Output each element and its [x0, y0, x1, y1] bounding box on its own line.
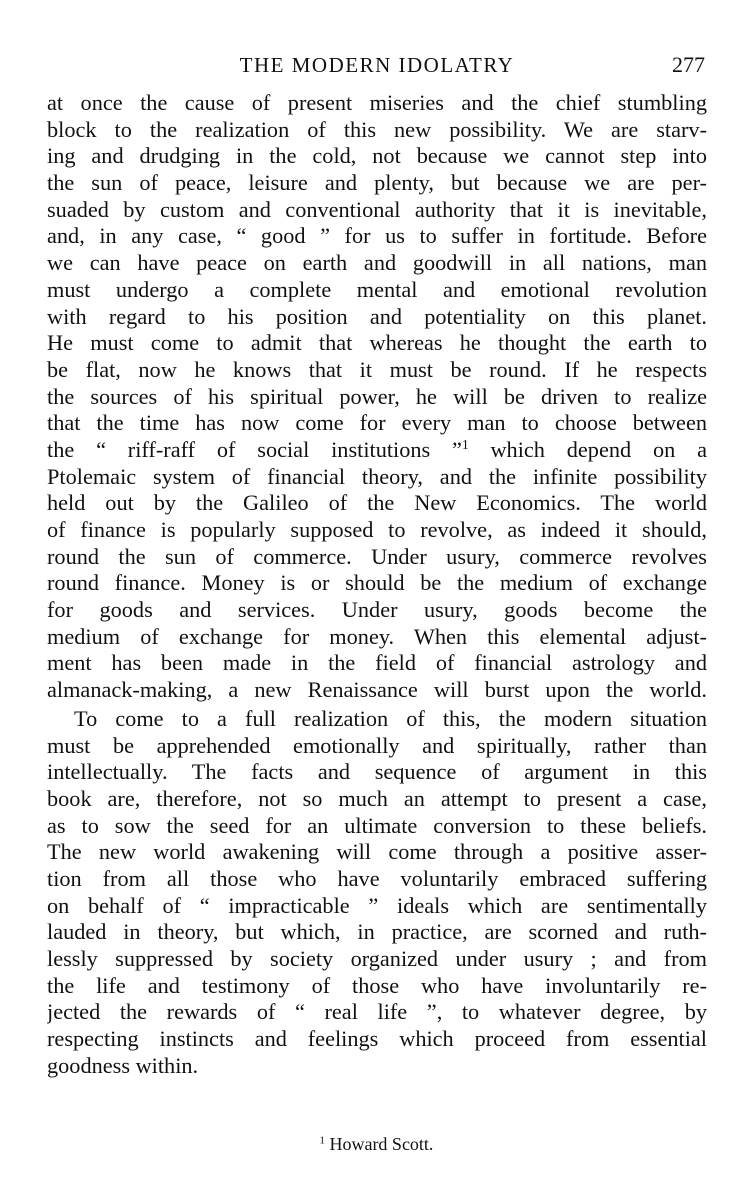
- paragraph-2: [47, 706, 707, 1080]
- line-tail: which depend on a: [468, 436, 707, 462]
- text-line: block to the realization of this new possibility. We are starv-: [47, 116, 707, 142]
- text-line: be flat, now he knows that it must be round. If he respects: [47, 356, 707, 382]
- footnote-reference: 1: [461, 436, 469, 452]
- text-line: the sources of his spiritual power, he will be driven to realize: [47, 383, 707, 409]
- text-line: lauded in theory, but which, in practice, are scorned and ruth-: [47, 919, 707, 945]
- text-line: goodness within.: [47, 1052, 199, 1078]
- text-line-with-footnote-ref: [47, 437, 707, 464]
- text-line: lessly suppressed by society organized under usury ; and from: [47, 946, 707, 971]
- text-line: on behalf of “ impracticable ” ideals which are sentimentally: [47, 892, 707, 918]
- text-line: the life and testimony of those who have involuntarily re-: [47, 972, 707, 998]
- footnote-marker: 1: [319, 1134, 325, 1147]
- text-line: for goods and services. Under usury, goods become the: [47, 597, 707, 623]
- text-line: medium of exchange for money. When this elemental adjust-: [47, 623, 707, 649]
- page-number: 277: [672, 52, 705, 77]
- footnote: [0, 1132, 753, 1156]
- body-text: [47, 90, 707, 1079]
- text-line: ment has been made in the field of financial astrology and: [47, 650, 707, 676]
- text-line: respecting instincts and feelings which proceed from essential: [47, 1026, 707, 1052]
- text-line: suaded by custom and conventional authority that it is inevitable,: [47, 196, 707, 222]
- text-line: must be apprehended emotionally and spiritually, rather than: [47, 732, 707, 758]
- text-line: round the sun of commerce. Under usury, commerce revolves: [47, 543, 707, 569]
- text-line: of finance is popularly supposed to revolve, as indeed it should,: [47, 517, 707, 542]
- running-title: THE MODERN IDOLATRY: [239, 53, 515, 77]
- footnote-text: Howard Scott.: [324, 1134, 434, 1154]
- text-line: Ptolemaic system of financial theory, and the infinite possibility: [47, 463, 707, 489]
- running-header: [47, 50, 707, 84]
- text-line: ing and drudging in the cold, not because we cannot step into: [47, 143, 707, 169]
- text-line: and, in any case, “ good ” for us to suffer in fortitude. Before: [47, 223, 707, 249]
- text-line: with regard to his position and potentiality on this planet.: [47, 303, 707, 329]
- text-line: must undergo a complete mental and emotional revolution: [47, 276, 707, 302]
- text-line: The new world awakening will come through a positive asser-: [47, 839, 707, 865]
- text-line: book are, therefore, not so much an attempt to present a case,: [47, 785, 707, 811]
- text-line: held out by the Galileo of the New Economics. The world: [47, 490, 707, 516]
- text-line: tion from all those who have voluntarily embraced suffering: [47, 865, 707, 891]
- text-line: the sun of peace, leisure and plenty, but because we are per-: [47, 170, 707, 196]
- text-line: He must come to admit that whereas he thought the earth to: [47, 330, 707, 356]
- text-line: round finance. Money is or should be the medium of exchange: [47, 570, 707, 596]
- text-line: jected the rewards of “ real life ”, to whatever degree, by: [47, 999, 707, 1025]
- text-line: To come to a full realization of this, the modern situation: [74, 705, 707, 731]
- paragraph-1: [47, 90, 707, 704]
- text-line: almanack-making, a new Renaissance will burst upon the world.: [47, 677, 707, 703]
- text-line: as to sow the seed for an ultimate conversion to these beliefs.: [47, 812, 707, 838]
- text-line: intellectually. The facts and sequence of argument in this: [47, 759, 707, 785]
- text-line: at once the cause of present miseries and the chief stumbling: [47, 90, 707, 115]
- text-line: that the time has now come for every man to choose between: [47, 410, 707, 436]
- text-line: we can have peace on earth and goodwill in all nations, man: [47, 250, 707, 276]
- line-head: the “ riff-raff of social institutions ”: [47, 436, 462, 462]
